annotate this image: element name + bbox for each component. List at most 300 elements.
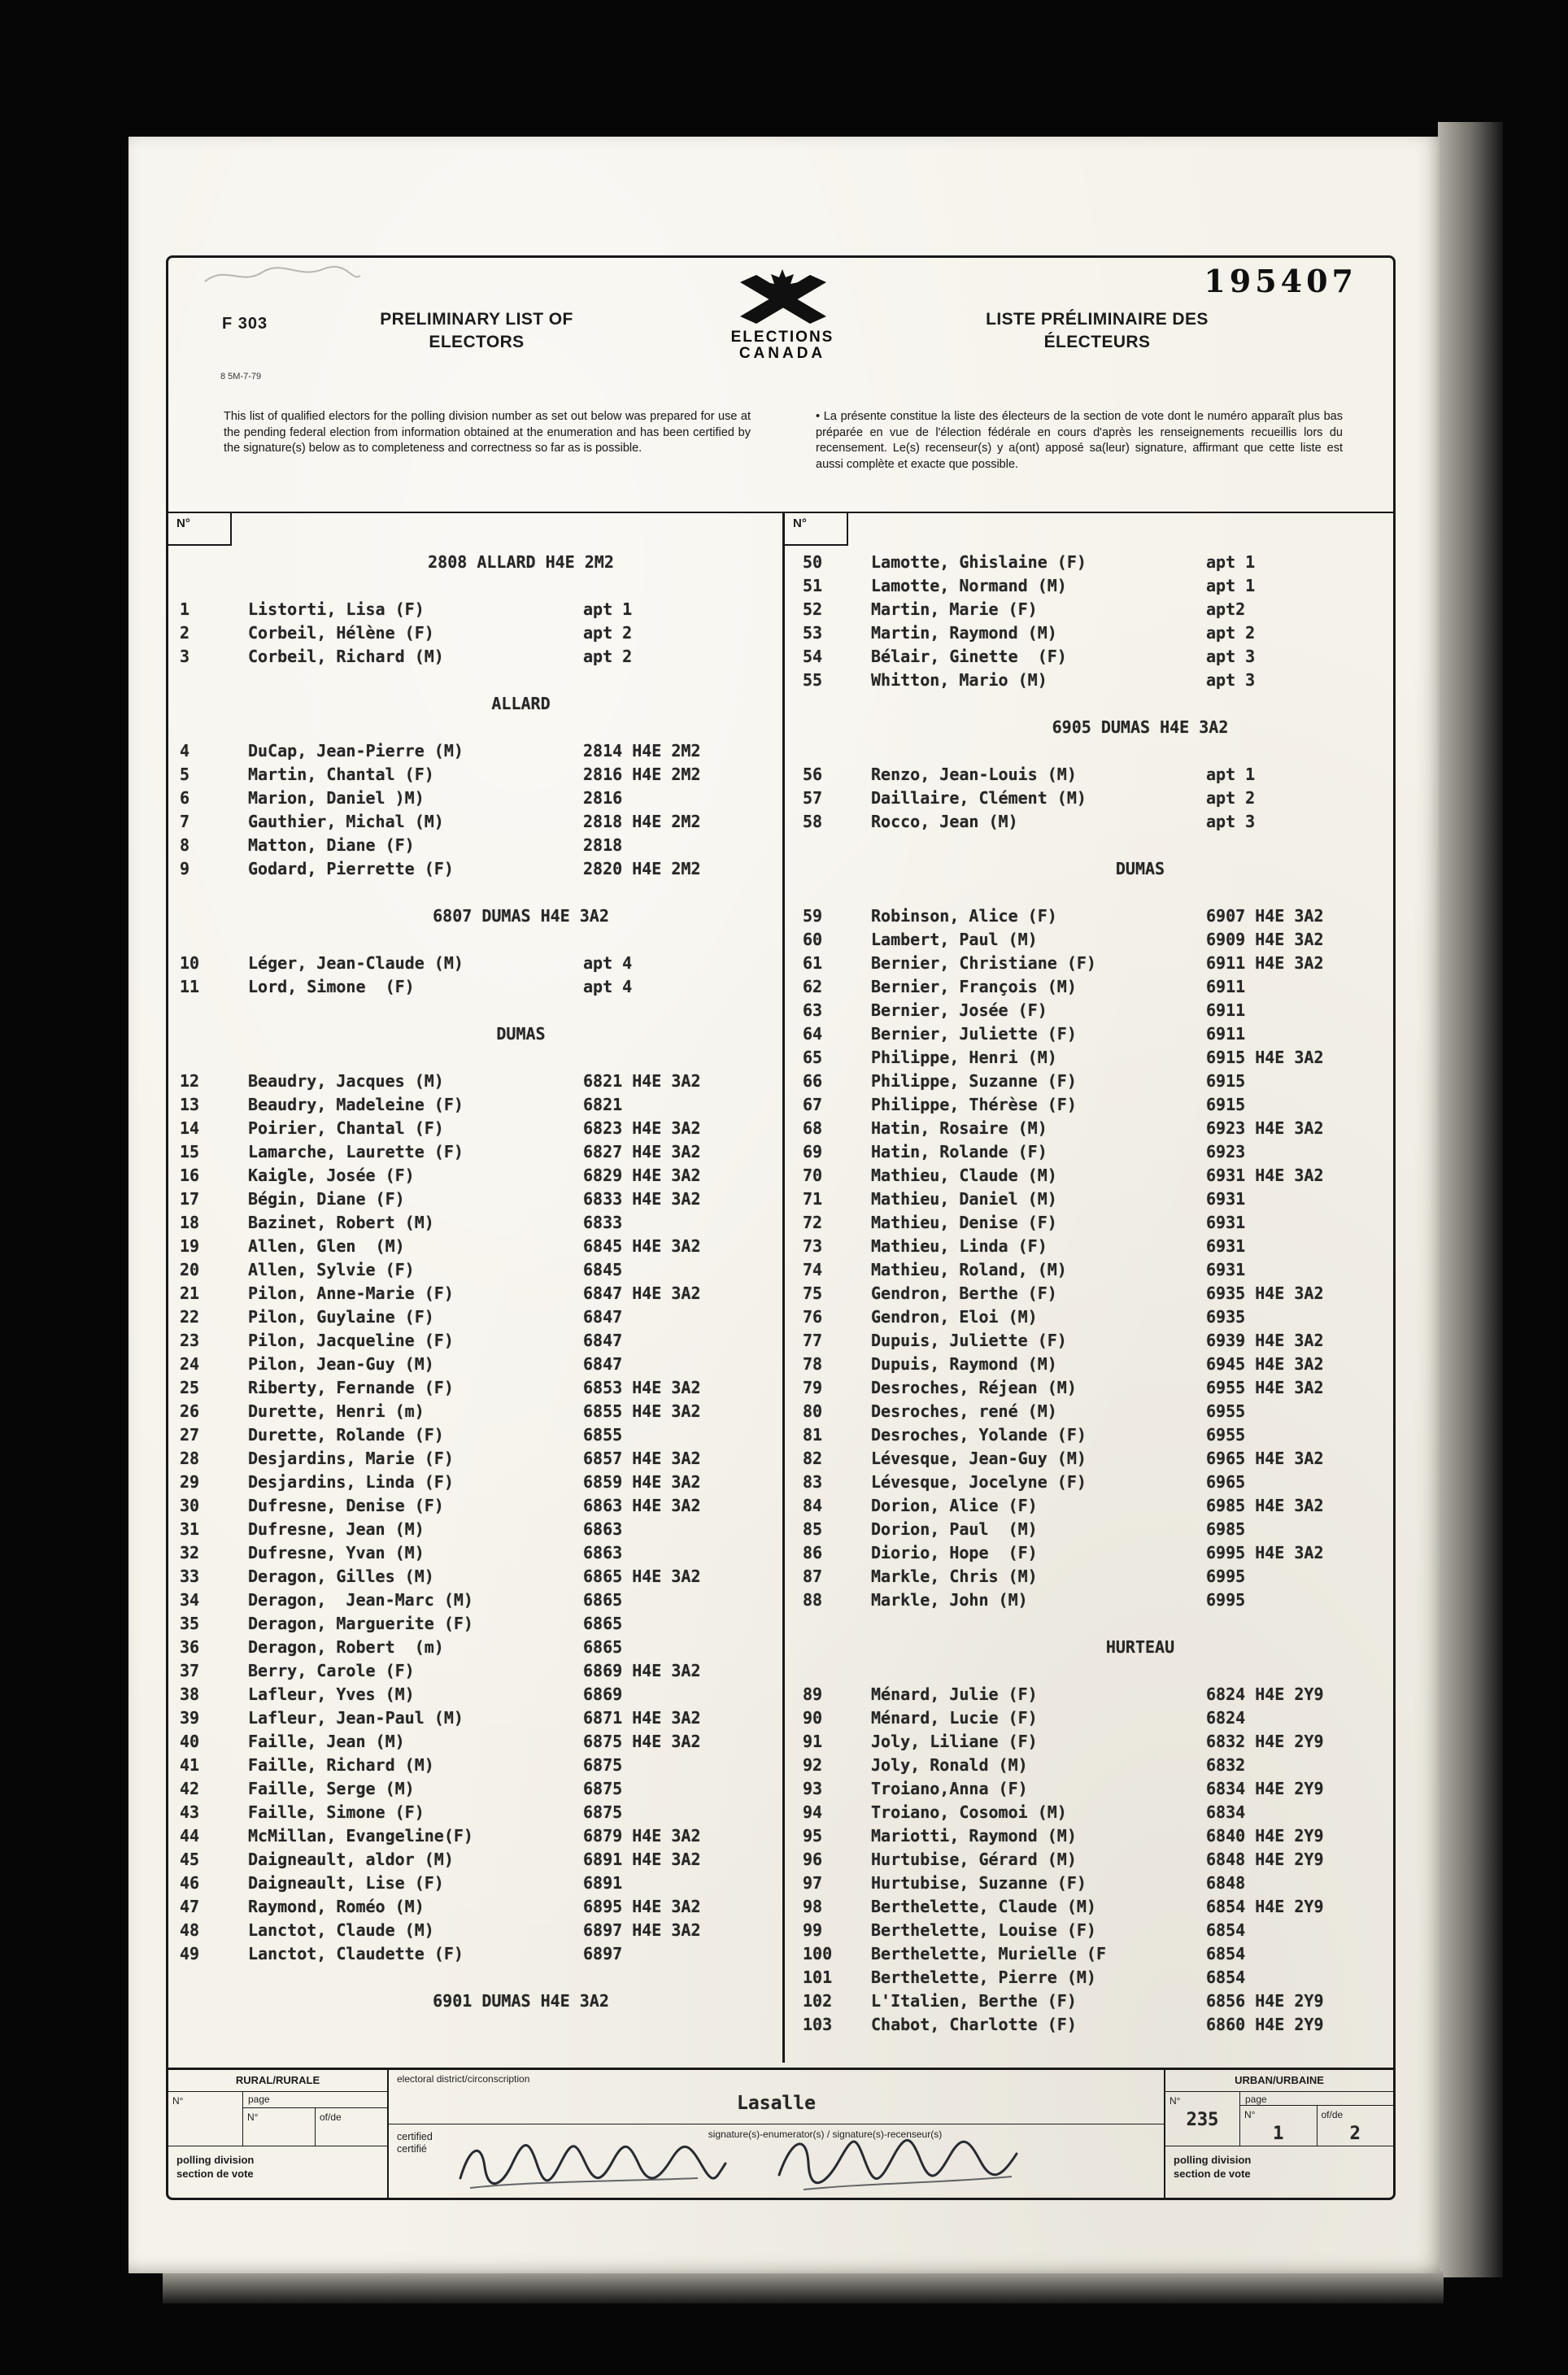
elector-address: 6985 H4E 3A2 (1206, 1496, 1324, 1515)
elector-address: 6931 (1206, 1260, 1246, 1279)
elector-row (180, 1636, 782, 1659)
elector-name: Allen, Glen (M) (248, 1236, 405, 1256)
elector-row (180, 1447, 782, 1471)
elector-name: Gendron, Eloi (M) (871, 1307, 1038, 1327)
elector-number: 100 (803, 1944, 833, 1963)
elector-address: 6915 H4E 3A2 (1206, 1048, 1324, 1067)
elector-number: 84 (803, 1496, 823, 1515)
elector-address: 6875 (583, 1802, 623, 1822)
elector-address: 6955 (1206, 1401, 1246, 1421)
street-heading (180, 1022, 782, 1046)
elector-address: 6847 (583, 1307, 623, 1327)
elector-row (180, 1754, 782, 1777)
elector-address: 6860 H4E 2Y9 (1206, 2015, 1324, 2034)
elector-number: 46 (180, 1873, 200, 1893)
street-heading (180, 692, 782, 716)
elector-row (180, 1305, 782, 1329)
elector-address: 6909 H4E 3A2 (1206, 930, 1324, 949)
elector-name: Berthelette, Claude (M) (871, 1897, 1096, 1916)
elector-name: Faille, Jean (M) (248, 1732, 405, 1751)
elector-address: 6891 (583, 1873, 623, 1893)
elector-name: Lafleur, Yves (M) (248, 1684, 415, 1704)
elector-address: 6821 H4E 3A2 (583, 1071, 701, 1091)
elector-row (180, 1942, 782, 1966)
elector-address: 6824 (1206, 1708, 1246, 1728)
elector-name: Marion, Daniel )M) (248, 788, 425, 808)
elector-row (803, 1872, 1398, 1895)
signature-label: signature(s)-enumerator(s) / signature(s)-recenseur(s) (708, 2129, 943, 2140)
street-heading-text: ALLARD (491, 694, 551, 713)
elections-canada-logo (695, 268, 869, 362)
elector-number: 6 (180, 788, 190, 808)
elector-number: 9 (180, 859, 190, 878)
elector-name: Beaudry, Jacques (M) (248, 1071, 444, 1091)
elector-number: 56 (803, 765, 823, 784)
elector-name: Martin, Raymond (M) (871, 623, 1057, 643)
elector-number: 69 (803, 1142, 823, 1161)
page-number: 1 (1273, 2124, 1284, 2144)
elector-address: 6869 H4E 3A2 (583, 1661, 701, 1680)
elector-column-left (168, 513, 782, 2013)
elector-row (180, 1353, 782, 1376)
elector-number: 19 (180, 1236, 200, 1256)
street-heading-text: 2808 ALLARD H4E 2M2 (428, 552, 614, 572)
logo-wordmark (695, 329, 869, 362)
elector-name: Dorion, Paul (M) (871, 1519, 1038, 1539)
elector-name: Bernier, Juliette (F) (871, 1024, 1077, 1044)
elector-address: 6931 (1206, 1236, 1246, 1256)
elector-address: apt 3 (1206, 670, 1256, 690)
elector-row (803, 2013, 1398, 2037)
print-code: 8 5M-7-79 (220, 372, 262, 381)
elector-address: 6865 H4E 3A2 (583, 1567, 701, 1586)
elector-number: 99 (803, 1920, 823, 1940)
elector-number: 83 (803, 1472, 823, 1492)
elector-address: apt 1 (1206, 576, 1256, 595)
elector-address: 6911 (1206, 1000, 1246, 1020)
elector-address: 6897 (583, 1944, 623, 1963)
title-french-line1: LISTE PRÉLIMINAIRE DES (986, 310, 1209, 329)
elector-name: Desjardins, Marie (F) (248, 1449, 454, 1468)
elector-row (803, 1966, 1398, 1989)
elector-name: Joly, Ronald (M) (871, 1755, 1028, 1775)
elector-address: 6995 (1206, 1590, 1246, 1610)
elector-number: 90 (803, 1708, 823, 1728)
elector-number: 101 (803, 1968, 833, 1987)
polling-division-number: 235 (1186, 2110, 1219, 2130)
elector-number: 49 (180, 1944, 200, 1963)
elector-address: 6865 (583, 1637, 623, 1657)
elector-name: Matton, Diane (F) (248, 835, 415, 855)
elector-address: 6891 H4E 3A2 (583, 1850, 701, 1869)
elector-number: 86 (803, 1543, 823, 1562)
elector-name: Daillaire, Clément (M) (871, 788, 1087, 808)
certification-footer (168, 2068, 1393, 2198)
elector-row (803, 1518, 1398, 1541)
elector-number: 42 (180, 1779, 200, 1798)
elector-number: 65 (803, 1048, 823, 1067)
elector-number: 14 (180, 1118, 200, 1138)
elector-number: 80 (803, 1401, 823, 1421)
elector-address: 6848 H4E 2Y9 (1206, 1850, 1324, 1869)
elector-name: Pilon, Anne-Marie (F) (248, 1283, 454, 1303)
elector-row (803, 1211, 1398, 1235)
elector-row (803, 1895, 1398, 1919)
scanned-page (128, 137, 1440, 2273)
elector-name: Godard, Pierrette (F) (248, 859, 454, 878)
elector-address: 6995 (1206, 1567, 1246, 1586)
intro-french: • La présente constitue la liste des électeurs de la section de vote dont le numéro apparaît plus bas préparée en vue de l'élection fédérale en cours d'après les renseignements recueillis lors du recensement. Le(s) recenseur(s) y a(ont) apposé sa(leur) signature, affirmant que cette liste est aussi complète et exacte que possible. (816, 410, 1343, 471)
certified-fr: certifié (397, 2143, 427, 2155)
elector-name: Gauthier, Michal (M) (248, 812, 444, 831)
page-total-cell (1318, 2106, 1394, 2146)
elector-name: L'Italien, Berthe (F) (871, 1991, 1077, 2011)
elector-number: 64 (803, 1024, 823, 1044)
elector-name: Léger, Jean-Claude (M) (248, 953, 464, 973)
elector-name: Mathieu, Denise (F) (871, 1213, 1057, 1232)
elector-name: Daigneault, Lise (F) (248, 1873, 444, 1893)
elector-address: 2818 (583, 835, 623, 855)
no-label: N° (1169, 2095, 1181, 2107)
elector-address: 6859 H4E 3A2 (583, 1472, 701, 1492)
elector-address: 6854 (1206, 1968, 1246, 1987)
elector-name: Lafleur, Jean-Paul (M) (248, 1708, 464, 1728)
elector-name: Berthelette, Louise (F) (871, 1920, 1096, 1940)
elector-row (180, 1777, 782, 1801)
elector-number: 57 (803, 788, 823, 808)
elector-number: 12 (180, 1071, 200, 1091)
elector-number: 89 (803, 1684, 823, 1704)
elector-address: 6915 (1206, 1071, 1246, 1091)
elector-name: Lambert, Paul (M) (871, 930, 1038, 949)
elector-number: 68 (803, 1118, 823, 1138)
elector-number: 4 (180, 741, 190, 760)
elector-number: 93 (803, 1779, 823, 1798)
elector-name: Mathieu, Roland, (M) (871, 1260, 1067, 1279)
elector-row (803, 1046, 1398, 1070)
number-column-header-left: N° (168, 513, 232, 546)
elector-address: 6911 (1206, 977, 1246, 996)
elector-address: 6863 H4E 3A2 (583, 1496, 701, 1515)
elector-row (803, 1070, 1398, 1093)
elector-address: 6875 (583, 1779, 623, 1798)
elector-number: 75 (803, 1283, 823, 1303)
elector-row (803, 1471, 1398, 1494)
elector-address: 6833 (583, 1213, 623, 1232)
elector-number: 27 (180, 1425, 200, 1445)
elector-column-right (785, 513, 1398, 2037)
elector-row (180, 1093, 782, 1117)
elector-name: Lord, Simone (F) (248, 977, 415, 996)
elector-row (180, 621, 782, 645)
polling-division-line1: polling division (1174, 2154, 1252, 2166)
elector-row (180, 1565, 782, 1588)
elector-name: Berthelette, Pierre (M) (871, 1968, 1096, 1987)
no-label: N° (247, 2111, 259, 2123)
elector-row (803, 1423, 1398, 1447)
elector-row (803, 1754, 1398, 1777)
street-heading-text: DUMAS (496, 1024, 546, 1044)
elector-row (180, 1518, 782, 1541)
elector-number: 38 (180, 1684, 200, 1704)
elector-number: 96 (803, 1850, 823, 1869)
elector-address: 6907 H4E 3A2 (1206, 906, 1324, 926)
elector-row (803, 1541, 1398, 1565)
elector-name: Riberty, Fernande (F) (248, 1378, 454, 1397)
elector-name: Whitton, Mario (M) (871, 670, 1048, 690)
elector-row (180, 810, 782, 834)
elector-address: 6875 H4E 3A2 (583, 1732, 701, 1751)
elector-number: 76 (803, 1307, 823, 1327)
elector-address: 6857 H4E 3A2 (583, 1449, 701, 1468)
elector-name: Renzo, Jean-Louis (M) (871, 765, 1077, 784)
elector-name: Desroches, Réjean (M) (871, 1378, 1077, 1397)
district-value: Lasalle (737, 2093, 816, 2114)
elector-row (180, 1117, 782, 1140)
elector-address: 6945 H4E 3A2 (1206, 1354, 1324, 1374)
elector-row (180, 1188, 782, 1211)
street-heading (180, 551, 782, 574)
no-label: N° (172, 2095, 184, 2107)
elector-row (180, 1872, 782, 1895)
elector-address: 6931 (1206, 1213, 1246, 1232)
elector-row (803, 1400, 1398, 1423)
elector-name: Hatin, Rolande (F) (871, 1142, 1048, 1161)
elector-name: Lévesque, Jocelyne (F) (871, 1472, 1087, 1492)
elector-number: 92 (803, 1755, 823, 1775)
elector-address: 6847 H4E 3A2 (583, 1283, 701, 1303)
signature-area (389, 2124, 1164, 2198)
elector-row (180, 1070, 782, 1093)
elector-row (803, 1942, 1398, 1966)
elector-number: 24 (180, 1354, 200, 1374)
elector-number: 54 (803, 647, 823, 666)
scan-edge-bottom (163, 2271, 1444, 2303)
elector-name: Poirier, Chantal (F) (248, 1118, 444, 1138)
elector-address: 6869 (583, 1684, 623, 1704)
elector-row (803, 551, 1398, 574)
elector-address: 6955 (1206, 1425, 1246, 1445)
elector-number: 23 (180, 1331, 200, 1350)
elector-row (803, 1447, 1398, 1471)
form-code: F 303 (222, 315, 268, 333)
elector-name: DuCap, Jean-Pierre (M) (248, 741, 464, 760)
elector-number: 59 (803, 906, 823, 926)
certified-en: certified (397, 2131, 433, 2142)
elector-address: apt 1 (1206, 765, 1256, 784)
elector-address: 6854 (1206, 1920, 1246, 1940)
elector-name: Desroches, Yolande (F) (871, 1425, 1087, 1445)
elector-row (803, 645, 1398, 669)
elector-number: 16 (180, 1166, 200, 1185)
elector-name: Beaudry, Madeleine (F) (248, 1095, 464, 1114)
elector-name: Dufresne, Yvan (M) (248, 1543, 425, 1562)
elector-number: 74 (803, 1260, 823, 1279)
elector-address: 6853 H4E 3A2 (583, 1378, 701, 1397)
elector-name: Desroches, rené (M) (871, 1401, 1057, 1421)
elector-row (803, 1989, 1398, 2013)
elector-name: Ménard, Lucie (F) (871, 1708, 1038, 1728)
elector-number: 53 (803, 623, 823, 643)
elector-number: 26 (180, 1401, 200, 1421)
elector-row (180, 1140, 782, 1164)
elector-row (803, 1376, 1398, 1400)
elector-address: 6955 H4E 3A2 (1206, 1378, 1324, 1397)
elector-name: Chabot, Charlotte (F) (871, 2015, 1077, 2034)
elector-number: 2 (180, 623, 190, 643)
elector-number: 81 (803, 1425, 823, 1445)
logo-word-elections: ELECTIONS (730, 329, 834, 346)
elector-address: apt 3 (1206, 812, 1256, 831)
elector-address: 6875 (583, 1755, 623, 1775)
elector-number: 60 (803, 930, 823, 949)
rural-number-cell (168, 2092, 243, 2146)
elector-address: 6854 (1206, 1944, 1246, 1963)
no-label: N° (1244, 2109, 1256, 2120)
elector-number: 51 (803, 576, 823, 595)
elector-number: 79 (803, 1378, 823, 1397)
elector-row (180, 1400, 782, 1423)
rural-section (168, 2070, 389, 2198)
elector-name: Faille, Serge (M) (248, 1779, 415, 1798)
of-label: of/de (320, 2111, 342, 2123)
elector-number: 10 (180, 953, 200, 973)
elector-name: Lamarche, Laurette (F) (248, 1142, 464, 1161)
elector-address: 6833 H4E 3A2 (583, 1189, 701, 1209)
elector-name: Bernier, Josée (F) (871, 1000, 1048, 1020)
elector-row (803, 975, 1398, 999)
elector-number: 88 (803, 1590, 823, 1610)
elector-row (803, 1588, 1398, 1612)
elector-number: 52 (803, 599, 823, 619)
polling-division-line2: section de vote (176, 2168, 254, 2180)
elector-name: Philippe, Thérèse (F) (871, 1095, 1077, 1114)
elector-address: 2820 H4E 2M2 (583, 859, 701, 878)
elector-name: Kaigle, Josée (F) (248, 1166, 415, 1185)
district-section (389, 2070, 1164, 2198)
elector-address: 6935 (1206, 1307, 1246, 1327)
elector-number: 67 (803, 1095, 823, 1114)
elector-row (803, 928, 1398, 952)
street-heading-text: HURTEAU (1105, 1637, 1175, 1657)
elector-row (803, 574, 1398, 598)
elector-row (803, 669, 1398, 692)
street-heading (180, 1989, 782, 2013)
elector-number: 70 (803, 1166, 823, 1185)
elector-address: 6911 H4E 3A2 (1206, 953, 1324, 973)
pencil-scribble (201, 261, 364, 289)
polling-division-line2: section de vote (1174, 2168, 1251, 2180)
elector-row (803, 1305, 1398, 1329)
elector-name: Troiano, Cosomoi (M) (871, 1802, 1067, 1822)
elector-address: 6895 H4E 3A2 (583, 1897, 701, 1916)
elector-address: apt 4 (583, 977, 633, 996)
elector-number: 7 (180, 812, 190, 831)
elector-row (180, 1211, 782, 1235)
elector-address: 6827 H4E 3A2 (583, 1142, 701, 1161)
elector-row (180, 1164, 782, 1188)
elector-number: 66 (803, 1071, 823, 1091)
elector-number: 18 (180, 1213, 200, 1232)
elector-number: 45 (180, 1850, 200, 1869)
elector-name: Bélair, Ginette (F) (871, 647, 1067, 666)
elector-row (803, 1706, 1398, 1730)
elector-row (180, 1588, 782, 1612)
elector-name: Lamotte, Ghislaine (F) (871, 552, 1087, 572)
elector-address: 6847 (583, 1331, 623, 1350)
elector-name: Pilon, Jean-Guy (M) (248, 1354, 434, 1374)
elector-name: Dufresne, Denise (F) (248, 1496, 444, 1515)
elector-number: 29 (180, 1472, 200, 1492)
elector-name: Deragon, Jean-Marc (M) (248, 1590, 473, 1610)
elector-address: 6911 (1206, 1024, 1246, 1044)
logo-word-canada: CANADA (738, 345, 826, 362)
elector-row (803, 1494, 1398, 1518)
elector-name: Troiano,Anna (F) (871, 1779, 1028, 1798)
elector-address: apt 2 (1206, 788, 1256, 808)
elector-name: Pilon, Jacqueline (F) (248, 1331, 454, 1350)
elector-row (803, 1565, 1398, 1588)
elector-address: 6847 (583, 1354, 623, 1374)
elector-name: Hurtubise, Gérard (M) (871, 1850, 1077, 1869)
elector-address: 6855 (583, 1425, 623, 1445)
elector-number: 97 (803, 1873, 823, 1893)
elector-number: 22 (180, 1307, 200, 1327)
elector-address: 6935 H4E 3A2 (1206, 1283, 1324, 1303)
polling-division-label (168, 2146, 387, 2181)
elector-name: Mathieu, Claude (M) (871, 1166, 1057, 1185)
elector-row (803, 952, 1398, 975)
elector-row (180, 1235, 782, 1258)
elector-address: 6931 (1206, 1189, 1246, 1209)
elector-name: Hatin, Rosaire (M) (871, 1118, 1048, 1138)
elector-number: 85 (803, 1519, 823, 1539)
elector-address: 6923 H4E 3A2 (1206, 1118, 1324, 1138)
elector-row (803, 598, 1398, 621)
elector-number: 103 (803, 2015, 833, 2034)
street-heading-text: DUMAS (1115, 859, 1165, 878)
elector-row (803, 1093, 1398, 1117)
elector-address: 2816 H4E 2M2 (583, 765, 701, 784)
elector-row (180, 1919, 782, 1942)
elector-row (180, 1683, 782, 1706)
elector-row (803, 904, 1398, 928)
street-heading (803, 857, 1398, 881)
maple-leaf-icon (732, 268, 833, 329)
elector-address: 6834 (1206, 1802, 1246, 1822)
elector-address: apt 4 (583, 953, 633, 973)
elector-address: 6897 H4E 3A2 (583, 1920, 701, 1940)
elector-row (803, 1801, 1398, 1824)
elector-address: 2818 H4E 2M2 (583, 812, 701, 831)
elector-row (803, 763, 1398, 787)
elector-row (803, 1258, 1398, 1282)
elector-number: 78 (803, 1354, 823, 1374)
elector-address: 6965 H4E 3A2 (1206, 1449, 1324, 1468)
elector-number: 33 (180, 1567, 200, 1586)
elector-name: Deragon, Gilles (M) (248, 1567, 434, 1586)
elector-name: Dupuis, Raymond (M) (871, 1354, 1057, 1374)
elector-address: 6856 H4E 2Y9 (1206, 1991, 1324, 2011)
elector-number: 3 (180, 647, 190, 666)
elector-row (180, 834, 782, 857)
elector-name: Mariotti, Raymond (M) (871, 1826, 1077, 1846)
elector-address: 6863 (583, 1543, 623, 1562)
number-column-header-right: N° (785, 513, 848, 546)
elector-number: 55 (803, 670, 823, 690)
elector-name: Berry, Carole (F) (248, 1661, 415, 1680)
elector-row (180, 1494, 782, 1518)
